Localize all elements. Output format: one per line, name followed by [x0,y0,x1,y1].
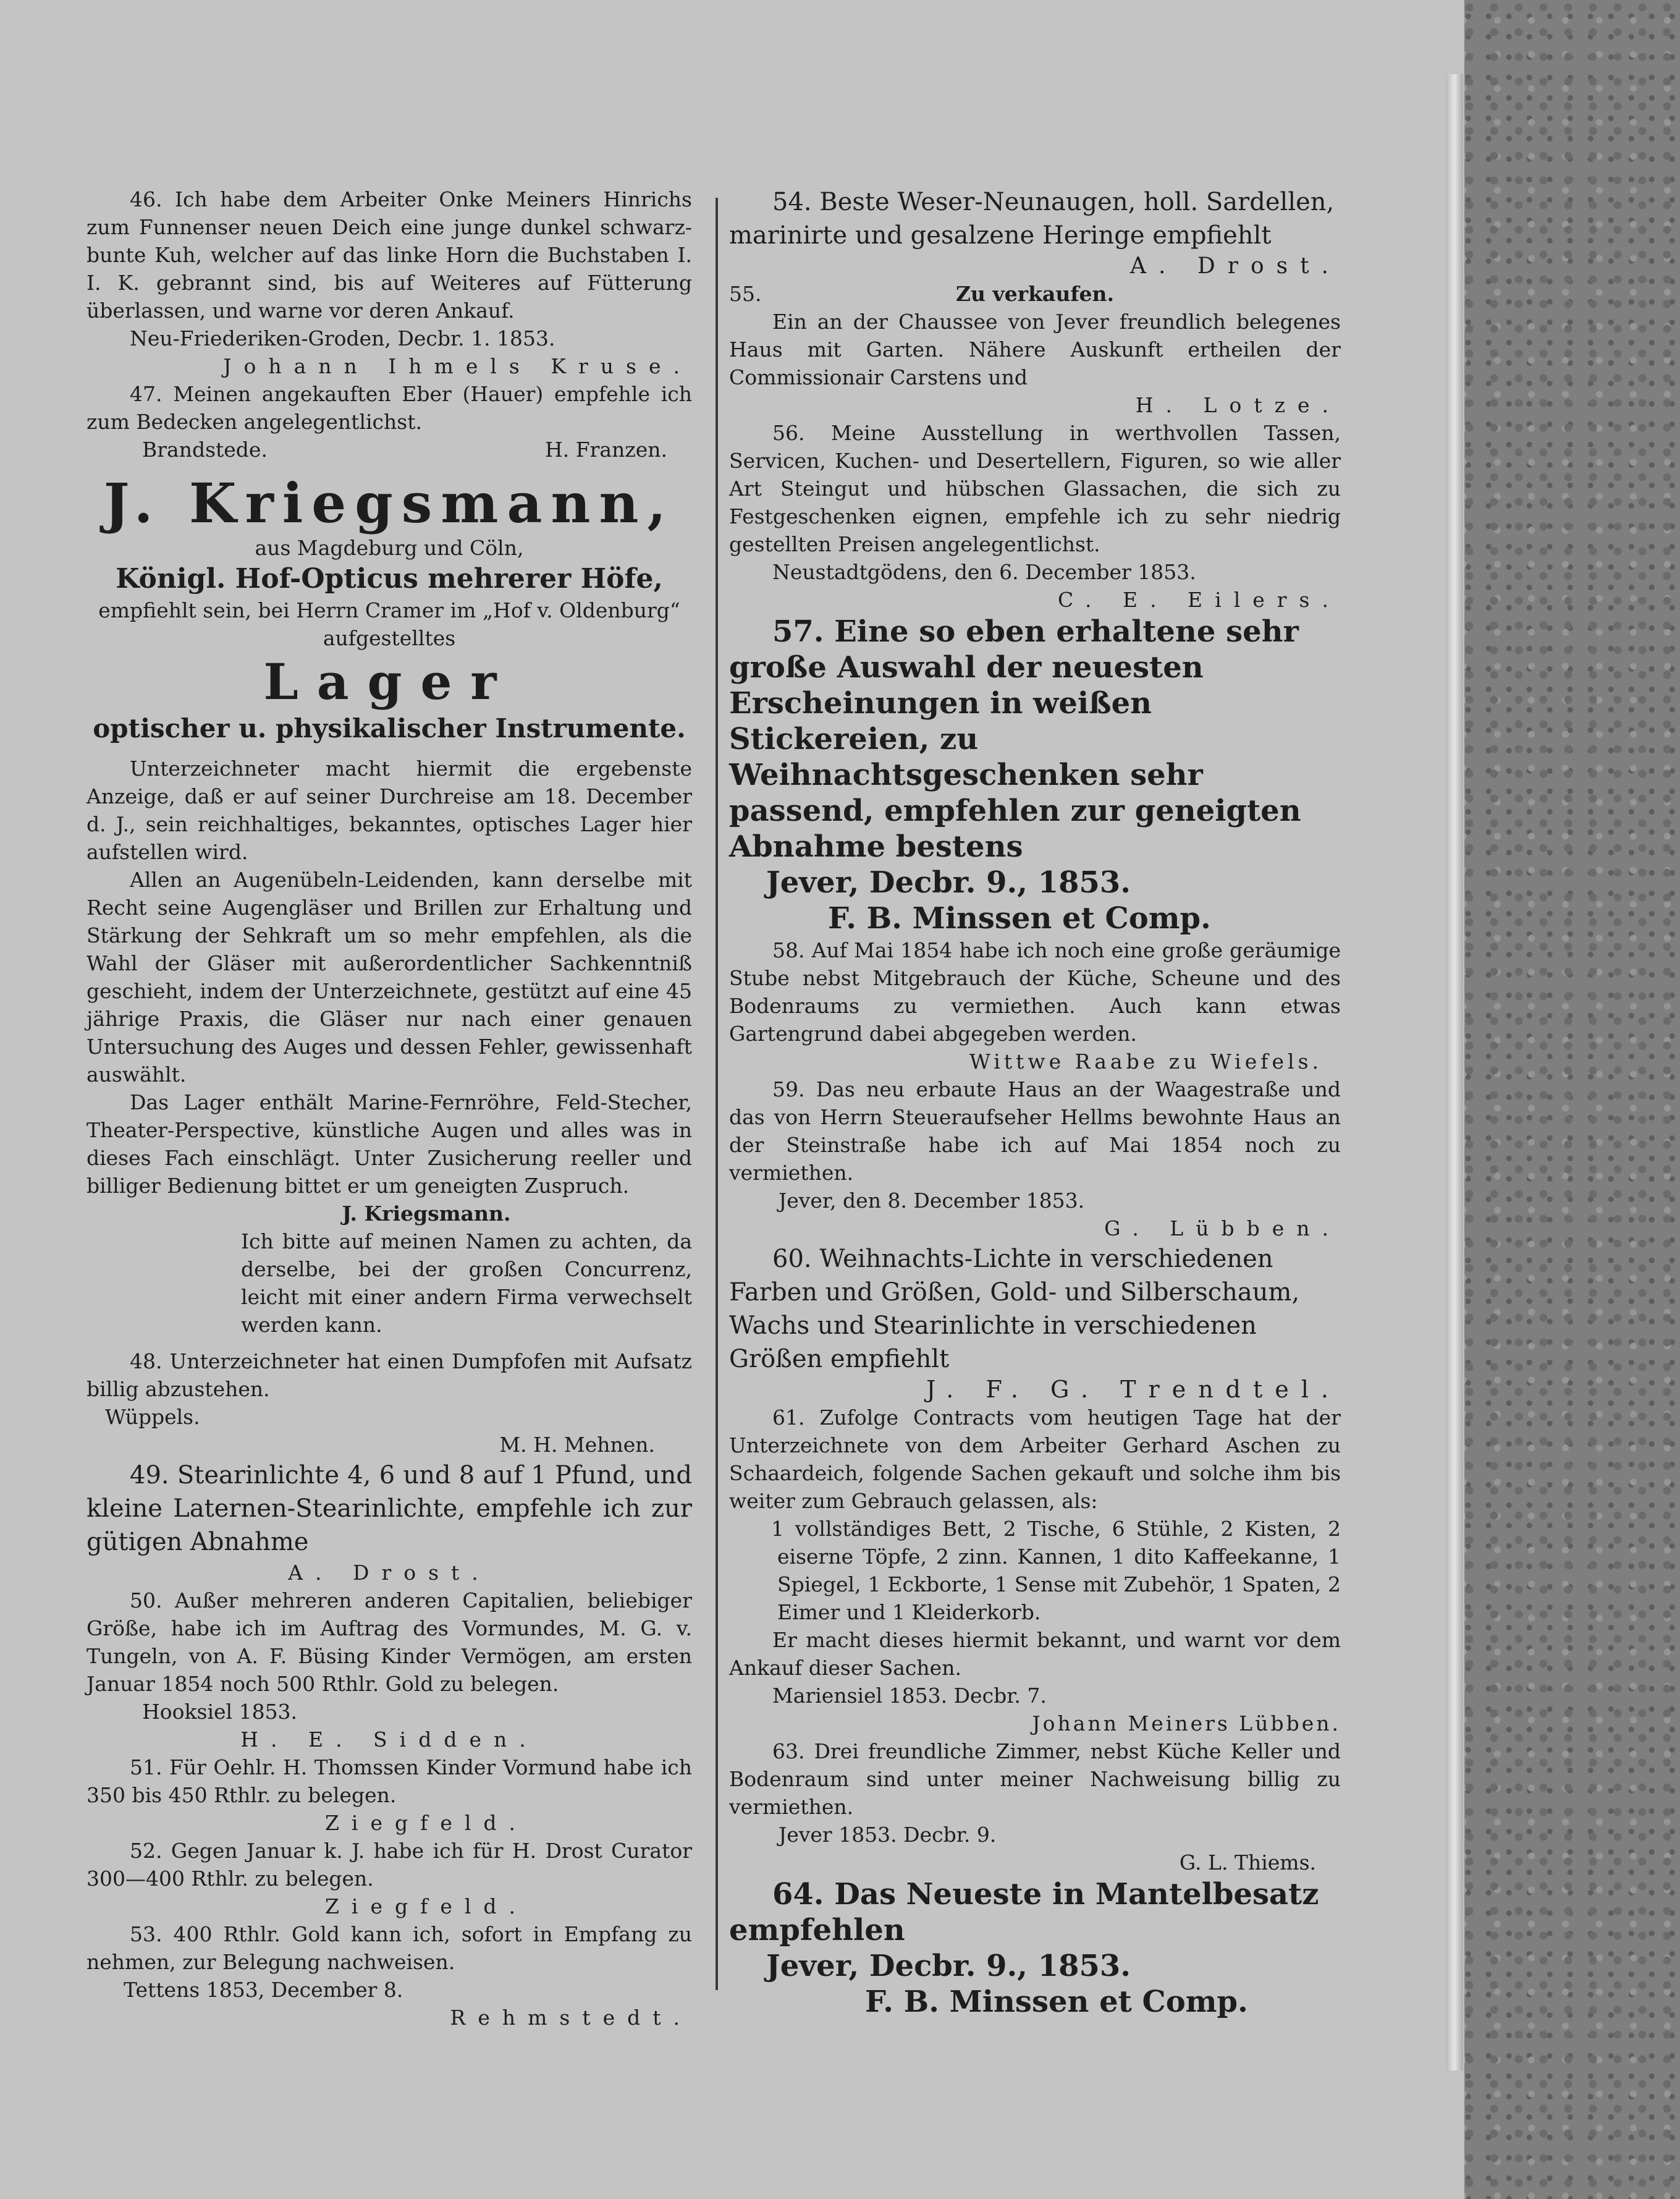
page-edge [1446,74,1463,2070]
ad-64-text: 64. Das Neueste in Mantelbesatz empfehlen [729,1877,1319,1947]
ad-58-text: 58. Auf Mai 1854 habe ich noch eine große geräumige Stube nebst Mitgebrauch der Küche, Scheune und des Bodenraums zu vermiethen. Auch kann etwas Gartengrund dabei abgegeben werden. [729,938,1341,1046]
ad-52-signature: Ziegfeld. [324,1894,528,1918]
ad-57-text: 57. Eine so eben erhaltene sehr große Auswahl der neuesten Erscheinungen in weißen Stickereien, zu Weihnachtsgeschenken sehr passend, empfehlen zur geneigten Abnahme bestens [729,614,1301,864]
ad-54-text: 54. Beste Weser-Neunaugen, holl. Sardellen, marinirte und gesalzene Heringe empfiehlt [729,188,1335,250]
ad-60-text: 60. Weihnachts-Lichte in verschiedenen Farben und Größen, Gold- und Silberschaum, Wachs und Stearinlichte in verschiedenen Größen empfiehlt [729,1245,1300,1373]
ad-51-signature: Ziegfeld. [324,1811,528,1835]
ad-51-text: 51. Für Oehlr. H. Thomssen Kinder Vormund habe ich 350 bis 450 Rthlr. zu belegen. [87,1755,692,1807]
ad-60-signature: J. F. G. Trendtel. [926,1376,1341,1403]
kriegsmann-note: Ich bitte auf meinen Namen zu achten, da derselbe, bei der großen Concurrenz, leicht mit einer andern Firma verwechselt werden kann. [241,1229,692,1337]
ad-53-text: 53. 400 Rthlr. Gold kann ich, sofort in Empfang zu nehmen, zur Belegung nachweisen. [87,1922,692,1974]
column-divider [715,198,718,1990]
kriegsmann-paragraph-1: Unterzeichneter macht hiermit die ergebenste Anzeige, daß er auf seiner Durchreise am 18. December d. J., sein reichhaltiges, bekanntes, optisches Lager hier aufstellen wird. [87,756,692,864]
book-cover [1440,0,1680,2199]
ad-63-place: Jever 1853. Decbr. 9. [779,1823,997,1847]
ad-52-text: 52. Gegen Januar k. J. habe ich für H. Drost Curator 300—400 Rthlr. zu belegen. [87,1839,692,1891]
ad-53-signature: Rehmstedt. [450,2006,692,2030]
ad-57-place: Jever, Decbr. 9., 1853. [766,865,1131,900]
ad-55-heading: Zu verkaufen. [955,282,1115,306]
kriegsmann-title: Königl. Hof-Opticus mehrerer Höfe, [116,563,663,595]
ad-64-place: Jever, Decbr. 9., 1853. [766,1949,1131,1983]
kriegsmann-origin: aus Magdeburg und Cöln, [255,536,524,560]
kriegsmann-subtitle: optischer u. physikalischer Instrumente. [93,713,686,744]
ad-56-text: 56. Meine Ausstellung in werthvollen Tassen, Servicen, Kuchen- und Desertellern, Figuren, so wie aller Art Steingut und hübschen Glassachen, die sich zu Festgeschenken eignen, empfehle ich zu sehr niedrig gestellten Preisen angelegentlichst. [729,421,1341,556]
kriegsmann-lager: Lager [263,653,515,711]
ad-61-place: Mariensiel 1853. Decbr. 7. [772,1684,1047,1708]
ad-50-place: Hooksiel 1853. [142,1700,298,1724]
ad-59-place: Jever, den 8. December 1853. [779,1188,1085,1213]
ad-61-warning: Er macht dieses hiermit bekannt, und warnt vor dem Ankauf dieser Sachen. [729,1628,1341,1680]
ad-49-text: 49. Stearinlichte 4, 6 und 8 auf 1 Pfund, und kleine Laternen-Stearinlichte, empfehle ich zur gütigen Abnahme [87,1461,692,1556]
ad-48-place: Wüppels. [105,1405,200,1429]
ad-48-signature: M. H. Mehnen. [499,1433,655,1457]
ad-47-signature: H. Franzen. [544,438,667,462]
ad-47-text: 47. Meinen angekauften Eber (Hauer) empfehle ich zum Bedecken angelegentlichst. [87,382,692,434]
ad-53-place: Tettens 1853, December 8. [124,1978,403,2002]
ad-54-signature: A. Drost. [1129,253,1341,279]
ad-47-footer [87,436,692,464]
ad-48-text: 48. Unterzeichneter hat einen Dumpfofen mit Aufsatz billig abzustehen. [87,1349,692,1401]
kriegsmann-paragraph-3: Das Lager enthält Marine-Fernröhre, Feld-Stecher, Theater-Perspective, künstliche Augen und alles was in dieses Fach einschlägt. Unter Zusicherung reeller und billiger Bedienung bittet er um geneigten Zuspruch. [87,1090,692,1198]
kriegsmann-line-2: aufgestelltes [323,626,456,650]
kriegsmann-line-1: empfiehlt sein, bei Herrn Cramer im „Hof v. Oldenburg“ [98,598,680,622]
ad-61-text: 61. Zufolge Contracts vom heutigen Tage hat der Unterzeichnete von dem Arbeiter Gerhard Aschen zu Schaardeich, folgende Sachen gekauft und solche ihm bis weiter zum Gebrauch gelassen, als: [729,1405,1341,1513]
ad-63-text: 63. Drei freundliche Zimmer, nebst Küche Keller und Bodenraum sind unter meiner Nachweisung billig zu vermiethen. [729,1739,1341,1819]
ad-55-number: 55. [729,282,762,306]
ad-50-signature: H. E. Sidden. [240,1727,538,1752]
ad-50-text: 50. Außer mehreren anderen Capitalien, beliebiger Größe, habe ich im Auftrag des Vormundes, M. G. v. Tungeln, von A. F. Büsing Kinder Vermögen, am ersten Januar 1854 noch 500 Rthlr. Gold zu belegen. [87,1588,692,1696]
ad-61-items: 1 vollständiges Bett, 2 Tische, 6 Stühle, 2 Kisten, 2 eiserne Töpfe, 2 zinn. Kannen, 1 dito Kaffeekanne, 1 Spiegel, 1 Eckborte, 1 Sense mit Zubehör, 1 Spaten, 2 Eimer und 1 Kleiderkorb. [771,1517,1341,1624]
ad-46-text: 46. Ich habe dem Arbeiter Onke Meiners Hinrichs zum Funnenser neuen Deich eine junge dunkel schwarz-bunte Kuh, welcher auf das linke Horn die Buchstaben I. I. K. gebrannt sind, bis auf Weiteres auf Fütterung überlassen, und warne vor deren Ankauf. [87,187,692,323]
ad-64-signature: F. B. Minssen et Comp. [865,1985,1248,2019]
left-column [87,185,692,2032]
ad-56-signature: C. E. Eilers. [1057,588,1341,612]
ad-56-place: Neustadtgödens, den 6. December 1853. [772,560,1196,584]
ad-63-signature: G. L. Thiems. [1179,1850,1316,1875]
ad-46-place: Neu-Friederiken-Groden, Decbr. 1. 1853. [130,326,555,350]
ad-55-signature: H. Lotze. [1135,393,1341,417]
ad-55-text: Ein an der Chaussee von Jever freundlich belegenes Haus mit Garten. Nähere Auskunft ertheilen der Commissionair Carstens und [729,310,1341,389]
ad-57-signature: F. B. Minssen et Comp. [828,901,1211,936]
ad-49-signature: A. Drost. [288,1561,491,1585]
kriegsmann-signature: J. Kriegsmann. [342,1201,511,1226]
ad-61-signature: Johann Meiners Lübben. [1032,1711,1341,1735]
ad-58-signature: Wittwe Raabe zu Wiefels. [969,1049,1322,1074]
ad-59-text: 59. Das neu erbaute Haus an der Waagestraße und das von Herrn Steueraufseher Hellms bewohnte Haus an der Steinstraße habe ich auf Mai 1854 noch zu vermiethen. [729,1077,1341,1185]
kriegsmann-paragraph-2: Allen an Augenübeln-Leidenden, kann derselbe mit Recht seine Augengläser und Brillen zur Erhaltung und Stärkung der Sehkraft um so mehr empfehlen, als die Wahl der Gläser mit außerordentlicher Sachkenntniß geschieht, indem der Unterzeichnete, gestützt auf eine 45 jährige Praxis, die Gläser nur nach einer genauen Untersuchung des Auges und dessen Fehler, gewissenhaft auswählt. [87,868,692,1087]
ad-47-place: Brandstede. [142,438,268,462]
ad-59-signature: G. Lübben. [1104,1216,1341,1240]
kriegsmann-name: J. Kriegsmann, [103,471,675,535]
ad-46-signature: Johann Ihmels Kruse. [223,354,692,378]
right-column [729,185,1341,2020]
ad-55-header [729,280,1341,308]
